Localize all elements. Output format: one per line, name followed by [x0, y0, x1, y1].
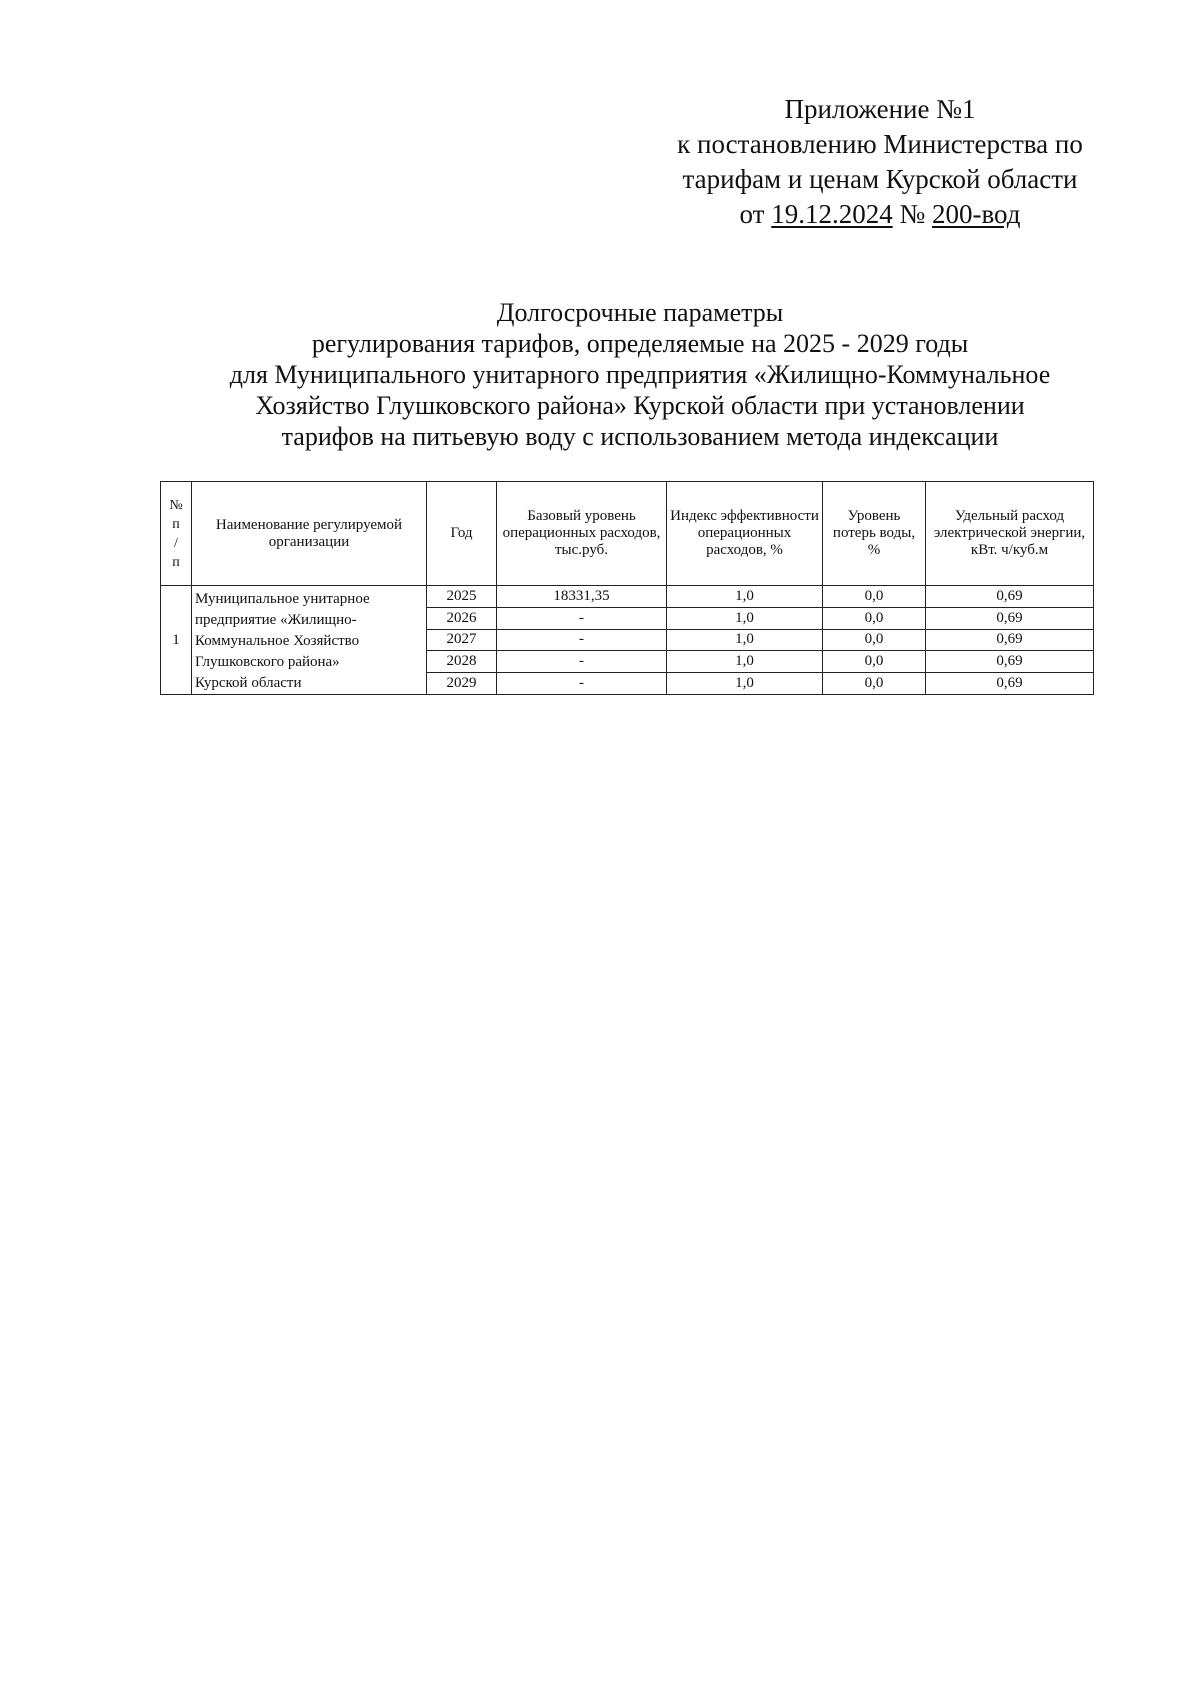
water-loss-cell: 0,0: [823, 651, 926, 673]
document-title: [160, 297, 1120, 452]
row-number: 1: [161, 586, 192, 695]
number-sign: №: [892, 199, 932, 229]
year-cell: 2028: [427, 651, 497, 673]
header-org-name: Наименование регулируемой организации: [192, 482, 427, 586]
table-header-row: [161, 482, 1094, 586]
energy-cell: 0,69: [926, 629, 1094, 651]
year-cell: 2026: [427, 607, 497, 629]
efficiency-index-cell: 1,0: [667, 629, 823, 651]
efficiency-index-cell: 1,0: [667, 607, 823, 629]
appendix-date-line: [620, 197, 1140, 232]
decree-number: 200-вод: [931, 199, 1021, 229]
title-line-3: для Муниципального унитарного предприятия «Жилищно-Коммунальное: [229, 360, 1051, 389]
appendix-line-2: к постановлению Министерства по: [677, 129, 1083, 159]
header-num-line: п: [172, 516, 180, 532]
energy-cell: 0,69: [926, 651, 1094, 673]
water-loss-cell: 0,0: [823, 629, 926, 651]
efficiency-index-cell: 1,0: [667, 651, 823, 673]
water-loss-cell: 0,0: [823, 673, 926, 695]
title-line-4: Хозяйство Глушковского района» Курской области при установлении: [255, 391, 1025, 420]
header-num-line: /: [174, 535, 178, 551]
parameters-table: [160, 481, 1094, 695]
header-efficiency-index: Индекс эффективности операционных расходов, %: [667, 482, 823, 586]
header-energy-consumption: Удельный расход электрической энергии, кВт. ч/куб.м: [926, 482, 1094, 586]
base-level-cell: 18331,35: [497, 586, 667, 608]
title-line-1: Долгосрочные параметры: [496, 298, 784, 327]
org-name-line: Муниципальное унитарное: [195, 591, 370, 607]
appendix-line-3: тарифам и ценам Курской области: [682, 164, 1078, 194]
header-base-level: Базовый уровень операционных расходов, тыс.руб.: [497, 482, 667, 586]
water-loss-cell: 0,0: [823, 586, 926, 608]
year-cell: 2027: [427, 629, 497, 651]
title-line-5: тарифов на питьевую воду с использованием метода индексации: [281, 422, 999, 451]
header-year: Год: [427, 482, 497, 586]
org-name-cell: [192, 586, 427, 695]
decree-date: 19.12.2024: [771, 199, 893, 229]
header-num-line: п: [172, 554, 180, 570]
energy-cell: 0,69: [926, 607, 1094, 629]
efficiency-index-cell: 1,0: [667, 673, 823, 695]
energy-cell: 0,69: [926, 586, 1094, 608]
base-level-cell: -: [497, 673, 667, 695]
org-name-line: Курской области: [195, 675, 302, 691]
header-water-loss: Уровень потерь воды, %: [823, 482, 926, 586]
base-level-cell: -: [497, 607, 667, 629]
appendix-header: [620, 92, 1140, 232]
energy-cell: 0,69: [926, 673, 1094, 695]
title-line-2: регулирования тарифов, определяемые на 2025 - 2029 годы: [311, 329, 969, 358]
year-cell: 2029: [427, 673, 497, 695]
year-cell: 2025: [427, 586, 497, 608]
base-level-cell: -: [497, 629, 667, 651]
base-level-cell: -: [497, 651, 667, 673]
appendix-title: Приложение №1: [784, 94, 976, 124]
table-row: [161, 586, 1094, 608]
efficiency-index-cell: 1,0: [667, 586, 823, 608]
header-num-line: №: [169, 497, 183, 513]
org-name-line: Глушковского района»: [195, 654, 340, 670]
date-prefix: от: [739, 199, 772, 229]
org-name-line: Коммунальное Хозяйство: [195, 633, 360, 649]
water-loss-cell: 0,0: [823, 607, 926, 629]
header-row-number: [161, 482, 192, 586]
org-name-line: предприятие «Жилищно-: [195, 612, 357, 628]
